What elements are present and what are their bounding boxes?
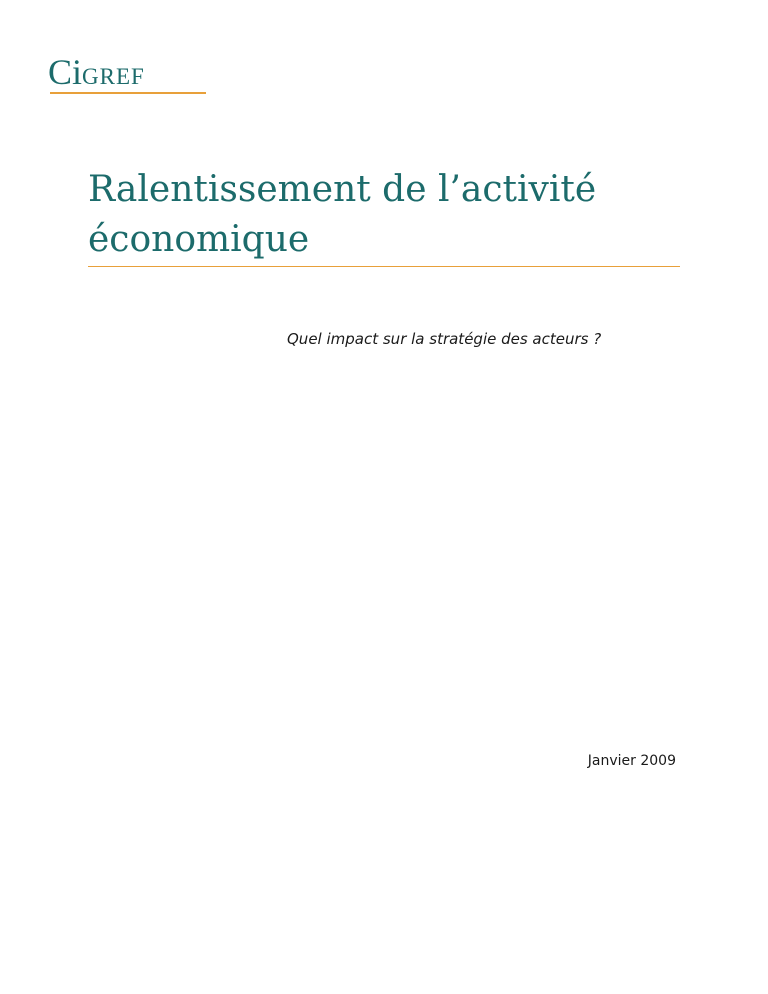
title-divider [88, 266, 680, 267]
logo-initial: Ci [48, 52, 83, 92]
title-line-2: économique [88, 219, 310, 260]
title-line-1: Ralentissement de l’activité [88, 169, 597, 210]
cigref-logo [48, 54, 218, 98]
document-date: Janvier 2009 [587, 753, 676, 769]
logo-underline [50, 92, 206, 94]
logo-rest: GREF [82, 64, 145, 89]
cigref-logo-wordmark [48, 54, 145, 90]
document-subtitle: Quel impact sur la stratégie des acteurs ? [287, 330, 602, 348]
document-title [88, 165, 688, 265]
title-block [88, 165, 688, 265]
